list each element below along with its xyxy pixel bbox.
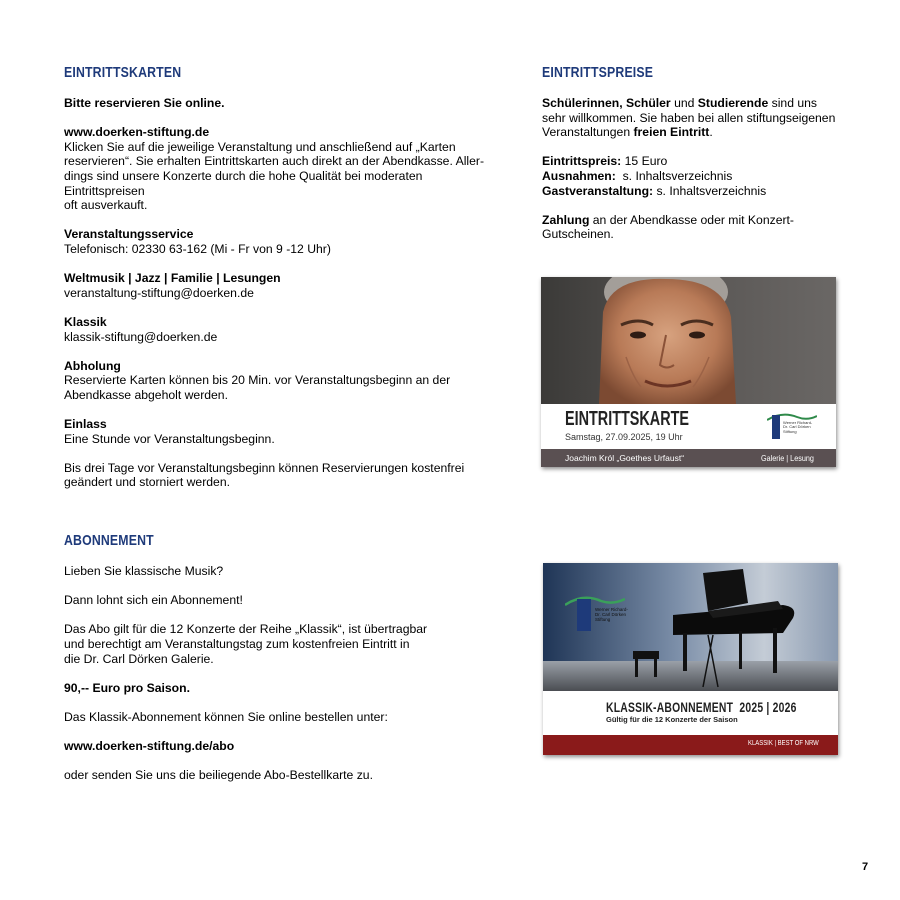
world-music-title: Weltmusik | Jazz | Familie | Lesungen xyxy=(64,271,281,286)
subscription-price: 90,-- Euro pro Saison. xyxy=(64,680,190,695)
exceptions-label: Ausnahmen: xyxy=(542,168,616,183)
tickets-heading: EINTRITTSKARTEN xyxy=(64,64,182,81)
exceptions-value: s. Inhaltsverzeichnis xyxy=(615,168,733,183)
ticket-card xyxy=(541,277,836,467)
logo-line: Dr. Carl Dörken xyxy=(783,424,811,430)
website-text-line: reservieren“. Sie erhalten Eintrittskarten auch direkt an der Abendkasse. Aller- xyxy=(64,154,485,169)
price-value: 15 Euro xyxy=(621,154,668,169)
ticket-card-category: Galerie | Lesung xyxy=(761,453,814,463)
page-number: 7 xyxy=(862,861,869,873)
subscription-heading: ABONNEMENT xyxy=(64,532,154,549)
logo-line: Werner Richard- xyxy=(595,607,628,612)
subscription-line1: Lieben Sie klassische Musik? xyxy=(64,564,224,578)
prices-info xyxy=(542,96,842,242)
students-label: Schülerinnen, Schüler xyxy=(542,96,671,110)
website-text-line: oft ausverkauft. xyxy=(64,198,148,213)
students-label-2: Studierende xyxy=(697,96,769,110)
abo-card-category: KLASSIK | BEST OF NRW xyxy=(748,740,819,747)
foundation-logo xyxy=(565,593,628,633)
students-rest: sind uns xyxy=(768,96,818,110)
world-music-email[interactable]: veranstaltung-stiftung@doerken.de xyxy=(64,285,254,300)
tickets-info xyxy=(64,96,494,490)
portrait-photo xyxy=(541,277,836,404)
abo-text-line: die Dr. Carl Dörken Galerie. xyxy=(64,651,214,666)
subscription-line2: Dann lohnt sich ein Abonnement! xyxy=(64,593,243,608)
abo-text-line: Das Abo gilt für die 12 Konzerte der Reihe „Klassik“, ist übertragbar xyxy=(64,622,428,637)
logo-line: Werner Richard- xyxy=(783,420,813,425)
ticket-card-title: EINTRITTSKARTE xyxy=(565,408,689,430)
entry-text: Eine Stunde vor Veranstaltungsbeginn. xyxy=(64,431,275,446)
pickup-text-line: Reservierte Karten können bis 20 Min. vor Veranstaltungsbeginn an der xyxy=(64,373,451,388)
free-entry-label: freien Eintritt xyxy=(633,125,710,140)
service-phone: Telefonisch: 02330 63-162 (Mi - Fr von 9 -12 Uhr) xyxy=(64,241,331,256)
pickup-text-line: Abendkasse abgeholt werden. xyxy=(64,387,228,402)
abo-text-line: und berechtigt am Veranstaltungstag zum kostenfreien Eintritt in xyxy=(64,636,410,651)
reserve-text: Bitte reservieren Sie online. xyxy=(64,96,225,110)
payment-text: an der Abendkasse oder mit Konzert- xyxy=(589,212,794,227)
ticket-card-event: Joachim Król „Goethes Urfaust“ xyxy=(565,453,685,463)
prices-heading: EINTRITTSPREISE xyxy=(542,64,654,81)
students-line3-c: . xyxy=(709,125,713,140)
students-and: und xyxy=(670,96,698,110)
abo-card-title: KLASSIK-ABONNEMENT 2025 | 2026 xyxy=(606,699,797,715)
students-text-line: sehr willkommen. Sie haben bei allen stiftungseigenen xyxy=(542,110,836,125)
service-title: Veranstaltungsservice xyxy=(64,227,194,242)
abo-card xyxy=(543,563,838,755)
website-link[interactable]: www.doerken-stiftung.de xyxy=(64,125,210,140)
entry-title: Einlass xyxy=(64,417,107,432)
order-text: Das Klassik-Abonnement können Sie online bestellen unter: xyxy=(64,709,388,724)
price-label: Eintrittspreis: xyxy=(542,154,622,169)
klassik-title: Klassik xyxy=(64,314,107,329)
payment-text-line: Gutscheinen. xyxy=(542,227,614,242)
logo-line: Stiftung xyxy=(783,428,797,434)
subscription-info xyxy=(64,564,484,783)
abo-url[interactable]: www.doerken-stiftung.de/abo xyxy=(64,739,235,754)
students-line3-a: Veranstaltungen xyxy=(542,125,634,140)
logo-line: Dr. Carl Dörken xyxy=(595,612,627,617)
ticket-card-bar xyxy=(541,449,836,467)
website-text-line: dings sind unsere Konzerte durch die hohe Qualität bei moderaten Eintrittspreisen xyxy=(64,168,423,198)
klassik-email[interactable]: klassik-stiftung@doerken.de xyxy=(64,329,218,344)
ticket-card-date: Samstag, 27.09.2025, 19 Uhr xyxy=(565,432,683,442)
guest-label: Gastveranstaltung: xyxy=(542,183,654,198)
cancel-text-line: geändert und storniert werden. xyxy=(64,475,230,490)
cancel-text-line: Bis drei Tage vor Veranstaltungsbeginn können Reservierungen kostenfrei xyxy=(64,460,465,475)
payment-label: Zahlung xyxy=(542,212,590,227)
abo-card-bar xyxy=(543,735,838,755)
abo-card-subtitle: Gültig für die 12 Konzerte der Saison xyxy=(606,715,738,724)
pickup-title: Abholung xyxy=(64,358,121,373)
logo-line: Stiftung xyxy=(595,617,611,622)
foundation-logo xyxy=(767,411,817,441)
guest-value: s. Inhaltsverzeichnis xyxy=(653,183,767,198)
website-text-line: Klicken Sie auf die jeweilige Veranstaltung und anschließend auf „Karten xyxy=(64,139,456,154)
order-card-text: oder senden Sie uns die beiliegende Abo-Bestellkarte zu. xyxy=(64,768,373,783)
